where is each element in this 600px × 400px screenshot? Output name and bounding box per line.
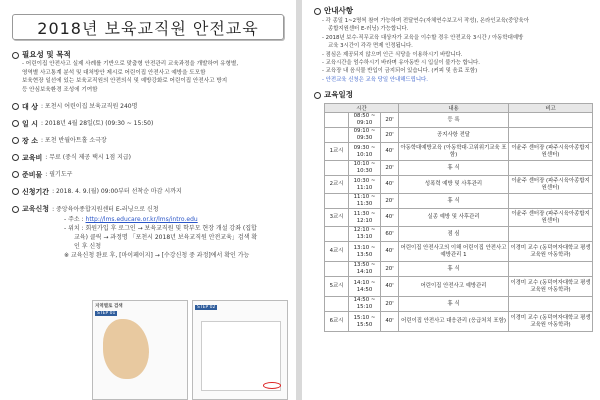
info-key: 대 상 xyxy=(22,102,38,111)
step-label: STEP 02 xyxy=(197,305,216,310)
header-time: 시간 xyxy=(325,104,399,113)
notice-heading: 안내사항 xyxy=(324,6,353,15)
cell-time: 10:30 ~ 11:10 xyxy=(349,176,381,194)
cell-note: 이윤주 센터장 (파주시육아종합지원센터) xyxy=(509,176,593,194)
info-row-target xyxy=(12,98,296,115)
cell-part: 5교시 xyxy=(325,277,349,297)
purpose-line: 등 안심보육환경 조성에 기여함 xyxy=(22,86,98,93)
cell-time: 14:10 ~ 14:50 xyxy=(349,277,381,297)
circle-bullet-icon xyxy=(12,171,19,178)
apply-note: ※ 교육신청 완료 후, [마이페이지] → [수강신청 중 과정]에서 확인 가능 xyxy=(64,252,250,260)
cell-part xyxy=(325,128,349,143)
purpose-line: 영역별 사고통계 분석 및 대처방안 제시로 어린이집 안전사고 예방을 도모함 xyxy=(22,69,206,76)
cell-note xyxy=(509,161,593,176)
cell-part: 3교시 xyxy=(325,209,349,227)
info-key: 교육비 xyxy=(22,153,43,162)
table-row xyxy=(325,143,593,161)
cell-content: 휴 식 xyxy=(399,297,509,312)
info-row-supplies xyxy=(12,166,296,183)
cell-dur: 60' xyxy=(381,227,399,242)
cell-note: 이경미 교수 (동덕여자대학교 평생교육원 아동학과) xyxy=(509,312,593,332)
schedule-heading-row xyxy=(302,84,600,103)
cell-dur: 20' xyxy=(381,262,399,277)
cell-note xyxy=(509,113,593,128)
circle-bullet-icon xyxy=(12,206,19,213)
info-row-period xyxy=(12,183,296,200)
table-row xyxy=(325,297,593,312)
cell-content: 점 심 xyxy=(399,227,509,242)
info-value: : 2018. 4. 9.(월) 09:00부터 선착순 마감 시까지 xyxy=(52,187,182,195)
info-value: : 포천 반월아트홀 소극장 xyxy=(40,136,107,144)
cell-part xyxy=(325,194,349,209)
cell-time: 09:30 ~ 10:10 xyxy=(349,143,381,161)
table-row xyxy=(325,209,593,227)
info-value: : 무료 (중식 제공 택시 1점 지급) xyxy=(45,153,132,161)
schedule-body xyxy=(325,113,593,332)
guide-screenshots xyxy=(92,300,290,400)
info-key: 일 시 xyxy=(22,119,38,128)
cell-note: 이경미 교수 (동덕여자대학교 평생교육원 아동학과) xyxy=(509,277,593,297)
guide-screenshot-step2 xyxy=(192,300,288,400)
elearning-link[interactable]: http://lms.educare.or.kr/lms/intro.edu xyxy=(85,216,198,224)
table-row xyxy=(325,128,593,143)
info-row-place xyxy=(12,132,296,149)
document-page-right xyxy=(302,0,600,400)
info-key: 신청기간 xyxy=(22,187,50,196)
apply-section xyxy=(0,204,296,260)
screenshot-caption: 지역별로 검색 xyxy=(95,304,123,309)
notice-line: - 2018년 보수·직무교육 대상자가 교육을 이수할 경우 안전교육 3시간 / 아동학대예방 xyxy=(322,34,524,41)
cell-time: 10:10 ~ 10:30 xyxy=(349,161,381,176)
cell-content: 등 록 xyxy=(399,113,509,128)
cell-content: 아동학대예방교육 (아동학대·고위위기교육 포함) xyxy=(399,143,509,161)
table-row xyxy=(325,176,593,194)
cell-note: 이경미 교수 (동덕여자대학교 평생교육원 아동학과) xyxy=(509,242,593,262)
cell-content: 휴 식 xyxy=(399,161,509,176)
cell-time: 11:10 ~ 11:30 xyxy=(349,194,381,209)
circle-bullet-icon xyxy=(12,52,19,59)
table-row xyxy=(325,113,593,128)
notice-highlight-line: - 안전교육 신청은 교육 당일 안내해드립니다. xyxy=(322,76,428,83)
cell-dur: 20' xyxy=(381,194,399,209)
cell-note xyxy=(509,227,593,242)
cell-content: 휴 식 xyxy=(399,262,509,277)
cell-note xyxy=(509,297,593,312)
notice-line: 교육 3시간이 각각 면제 인정됩니다. xyxy=(328,43,413,50)
table-row xyxy=(325,227,593,242)
cell-dur: 40' xyxy=(381,143,399,161)
info-key: 장 소 xyxy=(22,136,38,145)
circle-bullet-icon xyxy=(314,8,321,15)
cell-part xyxy=(325,227,349,242)
step-label: STEP 01 xyxy=(97,311,116,316)
circle-bullet-icon xyxy=(12,137,19,144)
cell-content: 휴 식 xyxy=(399,194,509,209)
notice-line: 종합지원센터 E-러닝) 가능합니다. xyxy=(328,26,409,33)
notice-line: - 교육시간을 엄수하시기 바라며 유아동반 시 입실이 불가능 합니다. xyxy=(322,60,480,67)
schedule-heading: 교육일정 xyxy=(324,90,353,100)
cell-part xyxy=(325,161,349,176)
info-value: : 2018년 4월 28일(토) (09:30 ~ 15:50) xyxy=(40,119,154,127)
purpose-body xyxy=(12,60,296,94)
purpose-section xyxy=(0,50,296,94)
cell-dur: 20' xyxy=(381,297,399,312)
info-list xyxy=(0,98,296,200)
document-title: 2018년 보육교직원 안전교육 xyxy=(12,14,284,40)
cell-part: 2교시 xyxy=(325,176,349,194)
cell-part xyxy=(325,297,349,312)
cell-part: 6교시 xyxy=(325,312,349,332)
cell-content: 어린이집 안전사고 대응관리 (응급처치 포함) xyxy=(399,312,509,332)
cell-time: 12:10 ~ 13:10 xyxy=(349,227,381,242)
apply-line: 인 후 신청 xyxy=(74,243,101,251)
circle-bullet-icon xyxy=(12,120,19,127)
cell-content: 공지사항 전달 xyxy=(399,128,509,143)
table-header-row xyxy=(325,104,593,113)
cell-part xyxy=(325,262,349,277)
info-row-date xyxy=(12,115,296,132)
cell-time: 08:50 ~ 09:10 xyxy=(349,113,381,128)
cell-time: 15:10 ~ 15:50 xyxy=(349,312,381,332)
cell-dur: 20' xyxy=(381,161,399,176)
table-row xyxy=(325,277,593,297)
table-row xyxy=(325,262,593,277)
highlight-circle-icon xyxy=(263,382,281,389)
cell-dur: 20' xyxy=(381,128,399,143)
cell-note xyxy=(509,262,593,277)
cell-part: 1교시 xyxy=(325,143,349,161)
cell-note xyxy=(509,128,593,143)
cell-note: 이윤주 센터장 (파주시육아종합지원센터) xyxy=(509,209,593,227)
notice-section xyxy=(302,0,600,84)
cell-part: 4교시 xyxy=(325,242,349,262)
cell-content: 어린이집 안전사고 예방관리 xyxy=(399,277,509,297)
info-row-fee xyxy=(12,149,296,166)
notice-line: - 각 종일 1~2명씩 참여 가능하며 전달연수(자체연수보고서 작성), 온라인교육(중앙육아 xyxy=(322,18,529,24)
korea-map-icon xyxy=(103,319,149,379)
info-value: : 포천시 어린이집 보육교직원 240명 xyxy=(40,102,138,110)
header-note: 비고 xyxy=(509,104,593,113)
notice-line: - 교육장 내 음식물 반입이 금지되어 있습니다. (커피 및 음료 포함) xyxy=(322,68,478,75)
cell-content: 성폭력 예방 및 사후관리 xyxy=(399,176,509,194)
notice-line: - 점심은 제공되지 않으며 인근 식당을 이용하시기 바랍니다. xyxy=(322,51,463,58)
cell-note: 이윤주 센터장 (파주시육아종합지원센터) xyxy=(509,143,593,161)
cell-dur: 40' xyxy=(381,277,399,297)
cell-content: 어린이집 안전사고의 이해 어린이집 안전사고 예방관리 1 xyxy=(399,242,509,262)
cell-time: 14:50 ~ 15:10 xyxy=(349,297,381,312)
cell-dur: 40' xyxy=(381,312,399,332)
cell-dur: 40' xyxy=(381,176,399,194)
cell-note xyxy=(509,194,593,209)
apply-address: - 주소 : http://lms.educare.or.kr/lms/intro.edu xyxy=(64,216,198,224)
circle-bullet-icon xyxy=(314,92,321,99)
table-row xyxy=(325,242,593,262)
header-content: 내용 xyxy=(399,104,509,113)
search-results-pane xyxy=(201,321,281,391)
apply-line: : 중앙육아종합지원센터 E-러닝으로 신청 xyxy=(52,206,159,214)
table-row xyxy=(325,161,593,176)
document-page-left xyxy=(0,0,296,400)
cell-time: 13:10 ~ 13:50 xyxy=(349,242,381,262)
cell-dur: 40' xyxy=(381,242,399,262)
circle-bullet-icon xyxy=(12,188,19,195)
table-row xyxy=(325,312,593,332)
purpose-line: - 어린이집 안전사고 실제 사례를 기반으로 맞춤형 안전관리 교육과정을 개발하여 유형별, xyxy=(22,61,239,67)
cell-part xyxy=(325,113,349,128)
circle-bullet-icon xyxy=(12,103,19,110)
cell-time: 13:50 ~ 14:10 xyxy=(349,262,381,277)
info-value: : 필기도구 xyxy=(45,170,73,178)
table-row xyxy=(325,194,593,209)
cell-dur: 20' xyxy=(381,113,399,128)
circle-bullet-icon xyxy=(12,154,19,161)
cell-dur: 40' xyxy=(381,209,399,227)
cell-content: 실종 예방 및 사후관리 xyxy=(399,209,509,227)
schedule-table xyxy=(324,103,593,332)
apply-key: 교육신청 xyxy=(22,205,50,214)
info-key: 준비물 xyxy=(22,170,43,179)
apply-line: 교육) 클릭 → 과정명 「포천시 2018년 보육교직원 안전교육」검색 확 xyxy=(74,234,258,242)
purpose-heading: 필요성 및 목적 xyxy=(22,50,71,59)
guide-screenshot-step1 xyxy=(92,300,188,400)
apply-line: - 위치 : 회원가입 후 로그인 → 보육교직원 및 학부모 현장 개설 강좌 (집합 xyxy=(64,225,257,233)
cell-time: 11:30 ~ 12:10 xyxy=(349,209,381,227)
purpose-line: 보육현장 일선에 있는 보육교직원의 안전의식 및 예방강화로 어린이집 안전사고 방지 xyxy=(22,78,228,85)
cell-time: 09:10 ~ 09:30 xyxy=(349,128,381,143)
